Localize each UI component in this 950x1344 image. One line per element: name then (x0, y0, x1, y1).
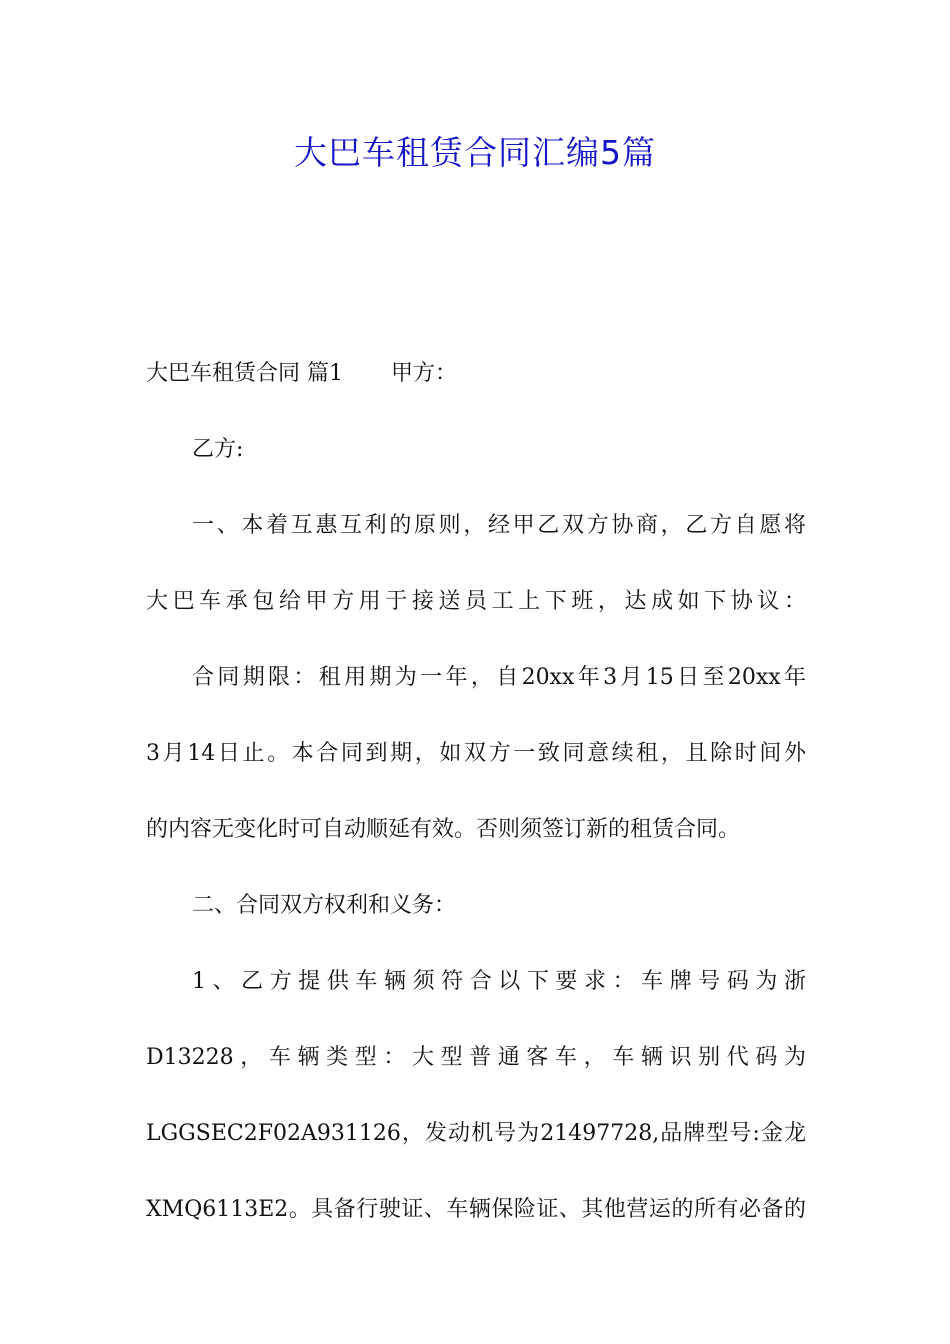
paragraph-line: 3月14日止。本合同到期，如双方一致同意续租，且除时间外 (146, 741, 806, 766)
paragraph-line: LGGSEC2F02A931126，发动机号为21497728,品牌型号:金龙 (146, 1121, 806, 1146)
section-heading: 大巴车租赁合同 篇1 (146, 361, 343, 386)
party-b-line (146, 412, 806, 488)
paragraph-line: 的内容无变化时可自动顺延有效。否则须签订新的租赁合同。 (146, 817, 741, 842)
paragraph-line: 大巴车承包给甲方用于接送员工上下班，达成如下协议： (146, 589, 806, 614)
paragraph-line: 二、合同双方权利和义务： (192, 893, 457, 918)
paragraph-line: XMQ6113E2。具备行驶证、车辆保险证、其他营运的所有必备的 (146, 1197, 806, 1222)
paragraph-line: 一、本着互惠互利的原则，经甲乙双方协商，乙方自愿将 (192, 513, 806, 538)
paragraph-line: D13228，车辆类型：大型普通客车，车辆识别代码为 (146, 1045, 806, 1070)
paragraph-line: 1、乙方提供车辆须符合以下要求：车牌号码为浙 (192, 969, 806, 994)
paragraph-line: 合同期限：租用期为一年，自20xx年3月15日至20xx年 (192, 665, 806, 690)
party-b-label: 乙方: (192, 437, 244, 462)
party-a-label: 甲方： (391, 361, 458, 386)
section-heading-line (146, 336, 806, 412)
document-body (146, 336, 806, 1248)
document-title: 大巴车租赁合同汇编5篇 (294, 133, 656, 172)
